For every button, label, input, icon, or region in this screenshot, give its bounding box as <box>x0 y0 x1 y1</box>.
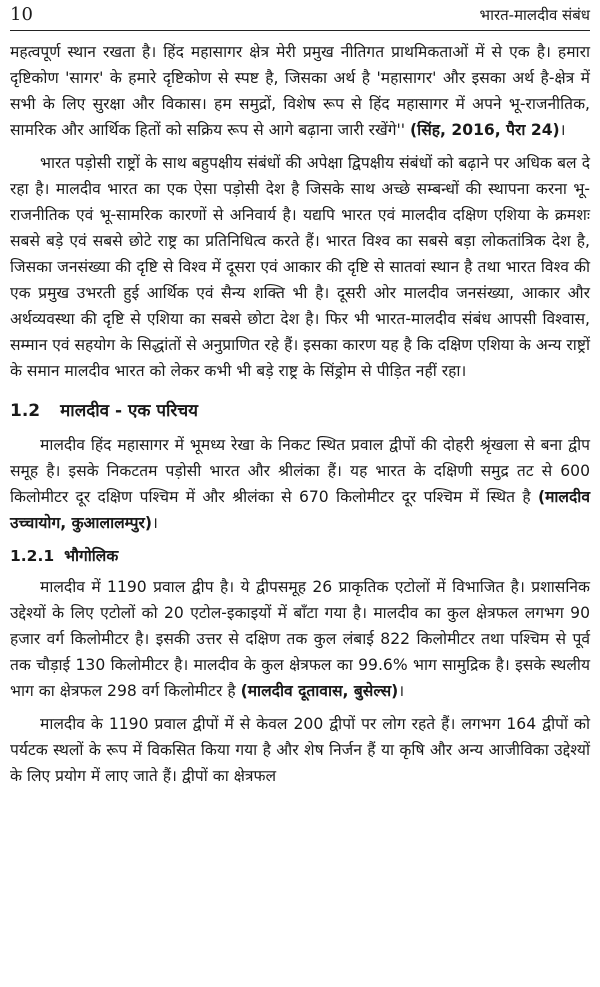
subsection-number: 1.2.1 <box>10 547 55 565</box>
paragraph-3-end: । <box>152 514 158 532</box>
subsection-title: भौगोलिक <box>64 547 119 565</box>
page-number: 10 <box>10 4 33 25</box>
paragraph-1-citation: (सिंह, 2016, पैरा 24) <box>410 121 560 139</box>
paragraph-4-citation: (मालदीव दूतावास, बुसेल्स) <box>240 682 399 700</box>
paragraph-2: भारत पड़ोसी राष्ट्रों के साथ बहुपक्षीय संबंधों की अपेक्षा द्विपक्षीय संबंधों को बढ़ाने पर अधिक बल दे रहा है। मालदीव भारत का एक ऐसा पड़ोसी देश है जिसके साथ अच्छे सम्बन्धों की स्थापना करना भू-राजनीतिक एवं भू-सामरिक कारणों से अनिवार्य है। यद्यपि भारत एवं मालदीव दक्षिण एशिया के क्रमशः सबसे बड़े एवं सबसे छोटे राष्ट्र का प्रतिनिधित्व करते हैं। भारत विश्व का सबसे बड़ा लोकतांत्रिक देश है, जिसका जनसंख्या की दृष्टि से विश्व में दूसरा एवं आकार की दृष्टि से सातवां स्थान है तथा भारत विश्व की एक प्रमुख उभरती हुई आर्थिक एवं सैन्य शक्ति भी है। दूसरी ओर मालदीव जनसंख्या, आकार और अर्थव्यवस्था की दृष्टि से एशिया का सबसे छोटा देश है। फिर भी भारत-मालदीव संबंध आपसी विश्वास, सम्मान एवं सहयोग के सिद्धांतों से अनुप्राणित रहे हैं। इसका कारण यह है कि दक्षिण एशिया के अन्य राष्ट्रों के समान मालदीव भारत को लेकर कभी भी बड़े राष्ट्र के सिंड्रोम से पीड़ित नहीं रहा। <box>10 154 590 380</box>
subsection-heading-1-2-1 <box>10 544 590 568</box>
section-heading-1-2 <box>10 398 590 424</box>
paragraph-4 <box>10 574 590 704</box>
paragraph-1-text: महत्वपूर्ण स्थान रखता है। हिंद महासागर क्षेत्र मेरी प्रमुख नीतिगत प्राथमिकताओं में से एक है। हमारा दृष्टिकोण 'सागर' के हमारे दृष्टिकोण से स्पष्ट है, जिसका अर्थ है 'महासागर' और इसका अर्थ है-क्षेत्र में सभी के लिए सुरक्षा और विकास। हम समुद्रों, विशेष रूप से हिंद महासागर में अपने भू-राजनीतिक, सामरिक और आर्थिक हितों को सक्रिय रूप से आगे बढ़ाना जारी रखेंगे'' <box>10 43 590 139</box>
paragraph-3-citation: (मालदीव उच्चायोग, कुआलालम्पुर) <box>10 488 590 532</box>
paragraph-4-end: । <box>398 682 405 700</box>
page-header <box>10 4 590 31</box>
paragraph-1-end: । <box>559 121 566 139</box>
paragraph-3-text: मालदीव हिंद महासागर में भूमध्य रेखा के निकट स्थित प्रवाल द्वीपों की दोहरी श्रृंखला से बना द्वीप समूह है। इसके निकटतम पड़ोसी भारत और श्रीलंका हैं। यह भारत के दक्षिणी समुद्र तट से 600 किलोमीटर दूर दक्षिण पश्चिम में और श्रीलंका से 670 किलोमीटर दूर पश्चिम में स्थित है <box>10 436 590 506</box>
paragraph-5: मालदीव के 1190 प्रवाल द्वीपों में से केवल 200 द्वीपों पर लोग रहते हैं। लगभग 164 द्वीपों को पर्यटक स्थलों के रूप में विकसित किया गया है और शेष निर्जन हैं या कृषि और अन्य आजीविका उद्देश्यों के लिए प्रयोग में लाए जाते हैं। द्वीपों का क्षेत्रफल <box>10 715 590 785</box>
paragraph-1 <box>10 39 590 143</box>
section-number: 1.2 <box>10 401 41 421</box>
paragraph-4-text: मालदीव में 1190 प्रवाल द्वीप है। ये द्वीपसमूह 26 प्राकृतिक एटोलों में विभाजित है। प्रशासनिक उद्देश्यों के लिए एटोलों को 20 एटोल-इकाइयों में बाँटा गया है। मालदीव का कुल क्षेत्रफल लगभग 90 हजार वर्ग किलोमीटर है। इसकी उत्तर से दक्षिण तक कुल लंबाई 822 किलोमीटर तथा पश्चिम से पूर्व तक चौड़ाई 130 किलोमीटर है। मालदीव के कुल क्षेत्रफल का 99.6% भाग सामुद्रिक है। इसके स्थलीय भाग का क्षेत्रफल 298 वर्ग किलोमीटर है <box>10 578 590 700</box>
running-head: भारत-मालदीव संबंध <box>479 6 590 24</box>
section-title: मालदीव - एक परिचय <box>60 401 199 421</box>
paragraph-3 <box>10 432 590 536</box>
